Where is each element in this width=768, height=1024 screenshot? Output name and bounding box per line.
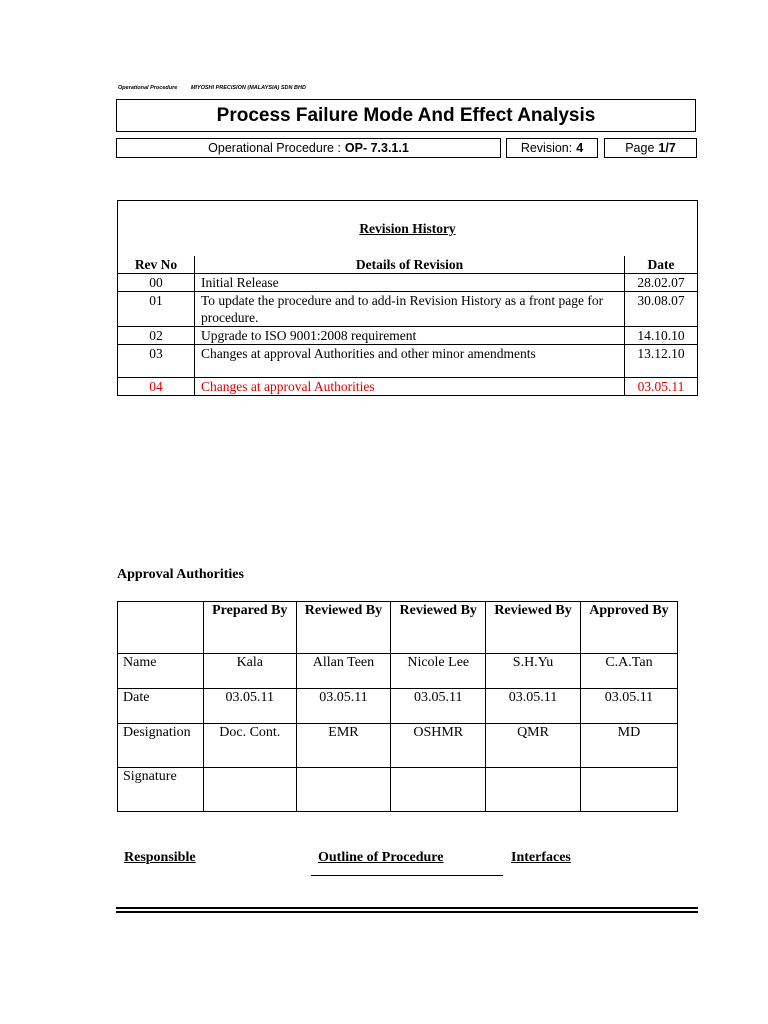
interfaces-heading: Interfaces <box>511 850 571 865</box>
approval-cell: S.H.Yu <box>486 654 581 689</box>
responsible-heading: Responsible <box>124 850 196 865</box>
approval-cell: Doc. Cont. <box>204 724 297 768</box>
page-label: Page <box>625 141 655 155</box>
approval-cell: 03.05.11 <box>391 689 486 724</box>
rev-date: 14.10.10 <box>625 327 698 345</box>
col-details: Details of Revision <box>195 256 625 274</box>
approval-cell: Allan Teen <box>296 654 391 689</box>
revision-history-title-row <box>118 201 698 257</box>
outline-divider <box>311 875 503 876</box>
signature-cell <box>486 768 581 812</box>
rev-no: 03 <box>118 345 195 378</box>
revision-value: 4 <box>576 141 584 155</box>
rev-no: 00 <box>118 274 195 292</box>
table-row <box>118 345 698 378</box>
rev-date: 28.02.07 <box>625 274 698 292</box>
col-reviewed-by: Reviewed By <box>296 602 391 654</box>
approval-cell: MD <box>580 724 677 768</box>
running-header-left: Operational Procedure <box>118 85 178 91</box>
rev-details: Changes at approval Authorities <box>195 378 625 396</box>
revision-box <box>506 138 598 158</box>
approval-authorities-table <box>117 601 678 812</box>
table-row <box>118 274 698 292</box>
approval-cell: OSHMR <box>391 724 486 768</box>
footer-rule <box>116 911 698 913</box>
page-value: 1/7 <box>658 141 676 155</box>
revision-history-table <box>117 200 698 396</box>
op-code: OP- 7.3.1.1 <box>344 141 409 155</box>
row-label: Date <box>118 689 204 724</box>
col-rev-no: Rev No <box>118 256 195 274</box>
running-header-company: MIYOSHI PRECISION (MALAYSIA) SDN BHD <box>190 85 306 91</box>
approval-cell: 03.05.11 <box>580 689 677 724</box>
approval-header-row <box>118 602 678 654</box>
signature-cell <box>296 768 391 812</box>
outline-heading: Outline of Procedure <box>318 850 444 865</box>
col-date: Date <box>625 256 698 274</box>
rev-details: Changes at approval Authorities and other minor amendments <box>195 345 625 378</box>
document-title: Process Failure Mode And Effect Analysis <box>116 99 696 132</box>
col-approved-by: Approved By <box>580 602 677 654</box>
rev-details: To update the procedure and to add-in Revision History as a front page for procedure. <box>195 292 625 327</box>
row-label: Name <box>118 654 204 689</box>
approval-row-date <box>118 689 678 724</box>
running-header <box>118 85 318 91</box>
table-row <box>118 292 698 327</box>
rev-date: 30.08.07 <box>625 292 698 327</box>
approval-row-signature <box>118 768 678 812</box>
col-reviewed-by: Reviewed By <box>391 602 486 654</box>
approval-authorities-title: Approval Authorities <box>117 567 244 582</box>
rev-details: Upgrade to ISO 9001:2008 requirement <box>195 327 625 345</box>
approval-cell: C.A.Tan <box>580 654 677 689</box>
operational-procedure-box <box>116 138 501 158</box>
op-label: Operational Procedure : <box>208 141 341 155</box>
signature-cell <box>204 768 297 812</box>
table-row-current <box>118 378 698 396</box>
signature-cell <box>391 768 486 812</box>
col-reviewed-by: Reviewed By <box>486 602 581 654</box>
rev-no: 02 <box>118 327 195 345</box>
approval-cell: Kala <box>204 654 297 689</box>
rev-no: 01 <box>118 292 195 327</box>
revision-history-header-row <box>118 256 698 274</box>
rev-no: 04 <box>118 378 195 396</box>
revision-label: Revision: <box>520 141 573 155</box>
approval-row-designation <box>118 724 678 768</box>
signature-cell <box>580 768 677 812</box>
approval-cell: 03.05.11 <box>296 689 391 724</box>
rev-date: 03.05.11 <box>625 378 698 396</box>
row-label: Designation <box>118 724 204 768</box>
approval-cell: QMR <box>486 724 581 768</box>
approval-row-name <box>118 654 678 689</box>
approval-cell: Nicole Lee <box>391 654 486 689</box>
page-box <box>604 138 697 158</box>
rev-date: 13.12.10 <box>625 345 698 378</box>
approval-corner-cell <box>118 602 204 654</box>
approval-cell: 03.05.11 <box>486 689 581 724</box>
rev-details: Initial Release <box>195 274 625 292</box>
col-prepared-by: Prepared By <box>204 602 297 654</box>
table-row <box>118 327 698 345</box>
row-label: Signature <box>118 768 204 812</box>
revision-history-title: Revision History <box>118 201 698 257</box>
approval-cell: 03.05.11 <box>204 689 297 724</box>
footer-rule <box>116 907 698 909</box>
approval-cell: EMR <box>296 724 391 768</box>
